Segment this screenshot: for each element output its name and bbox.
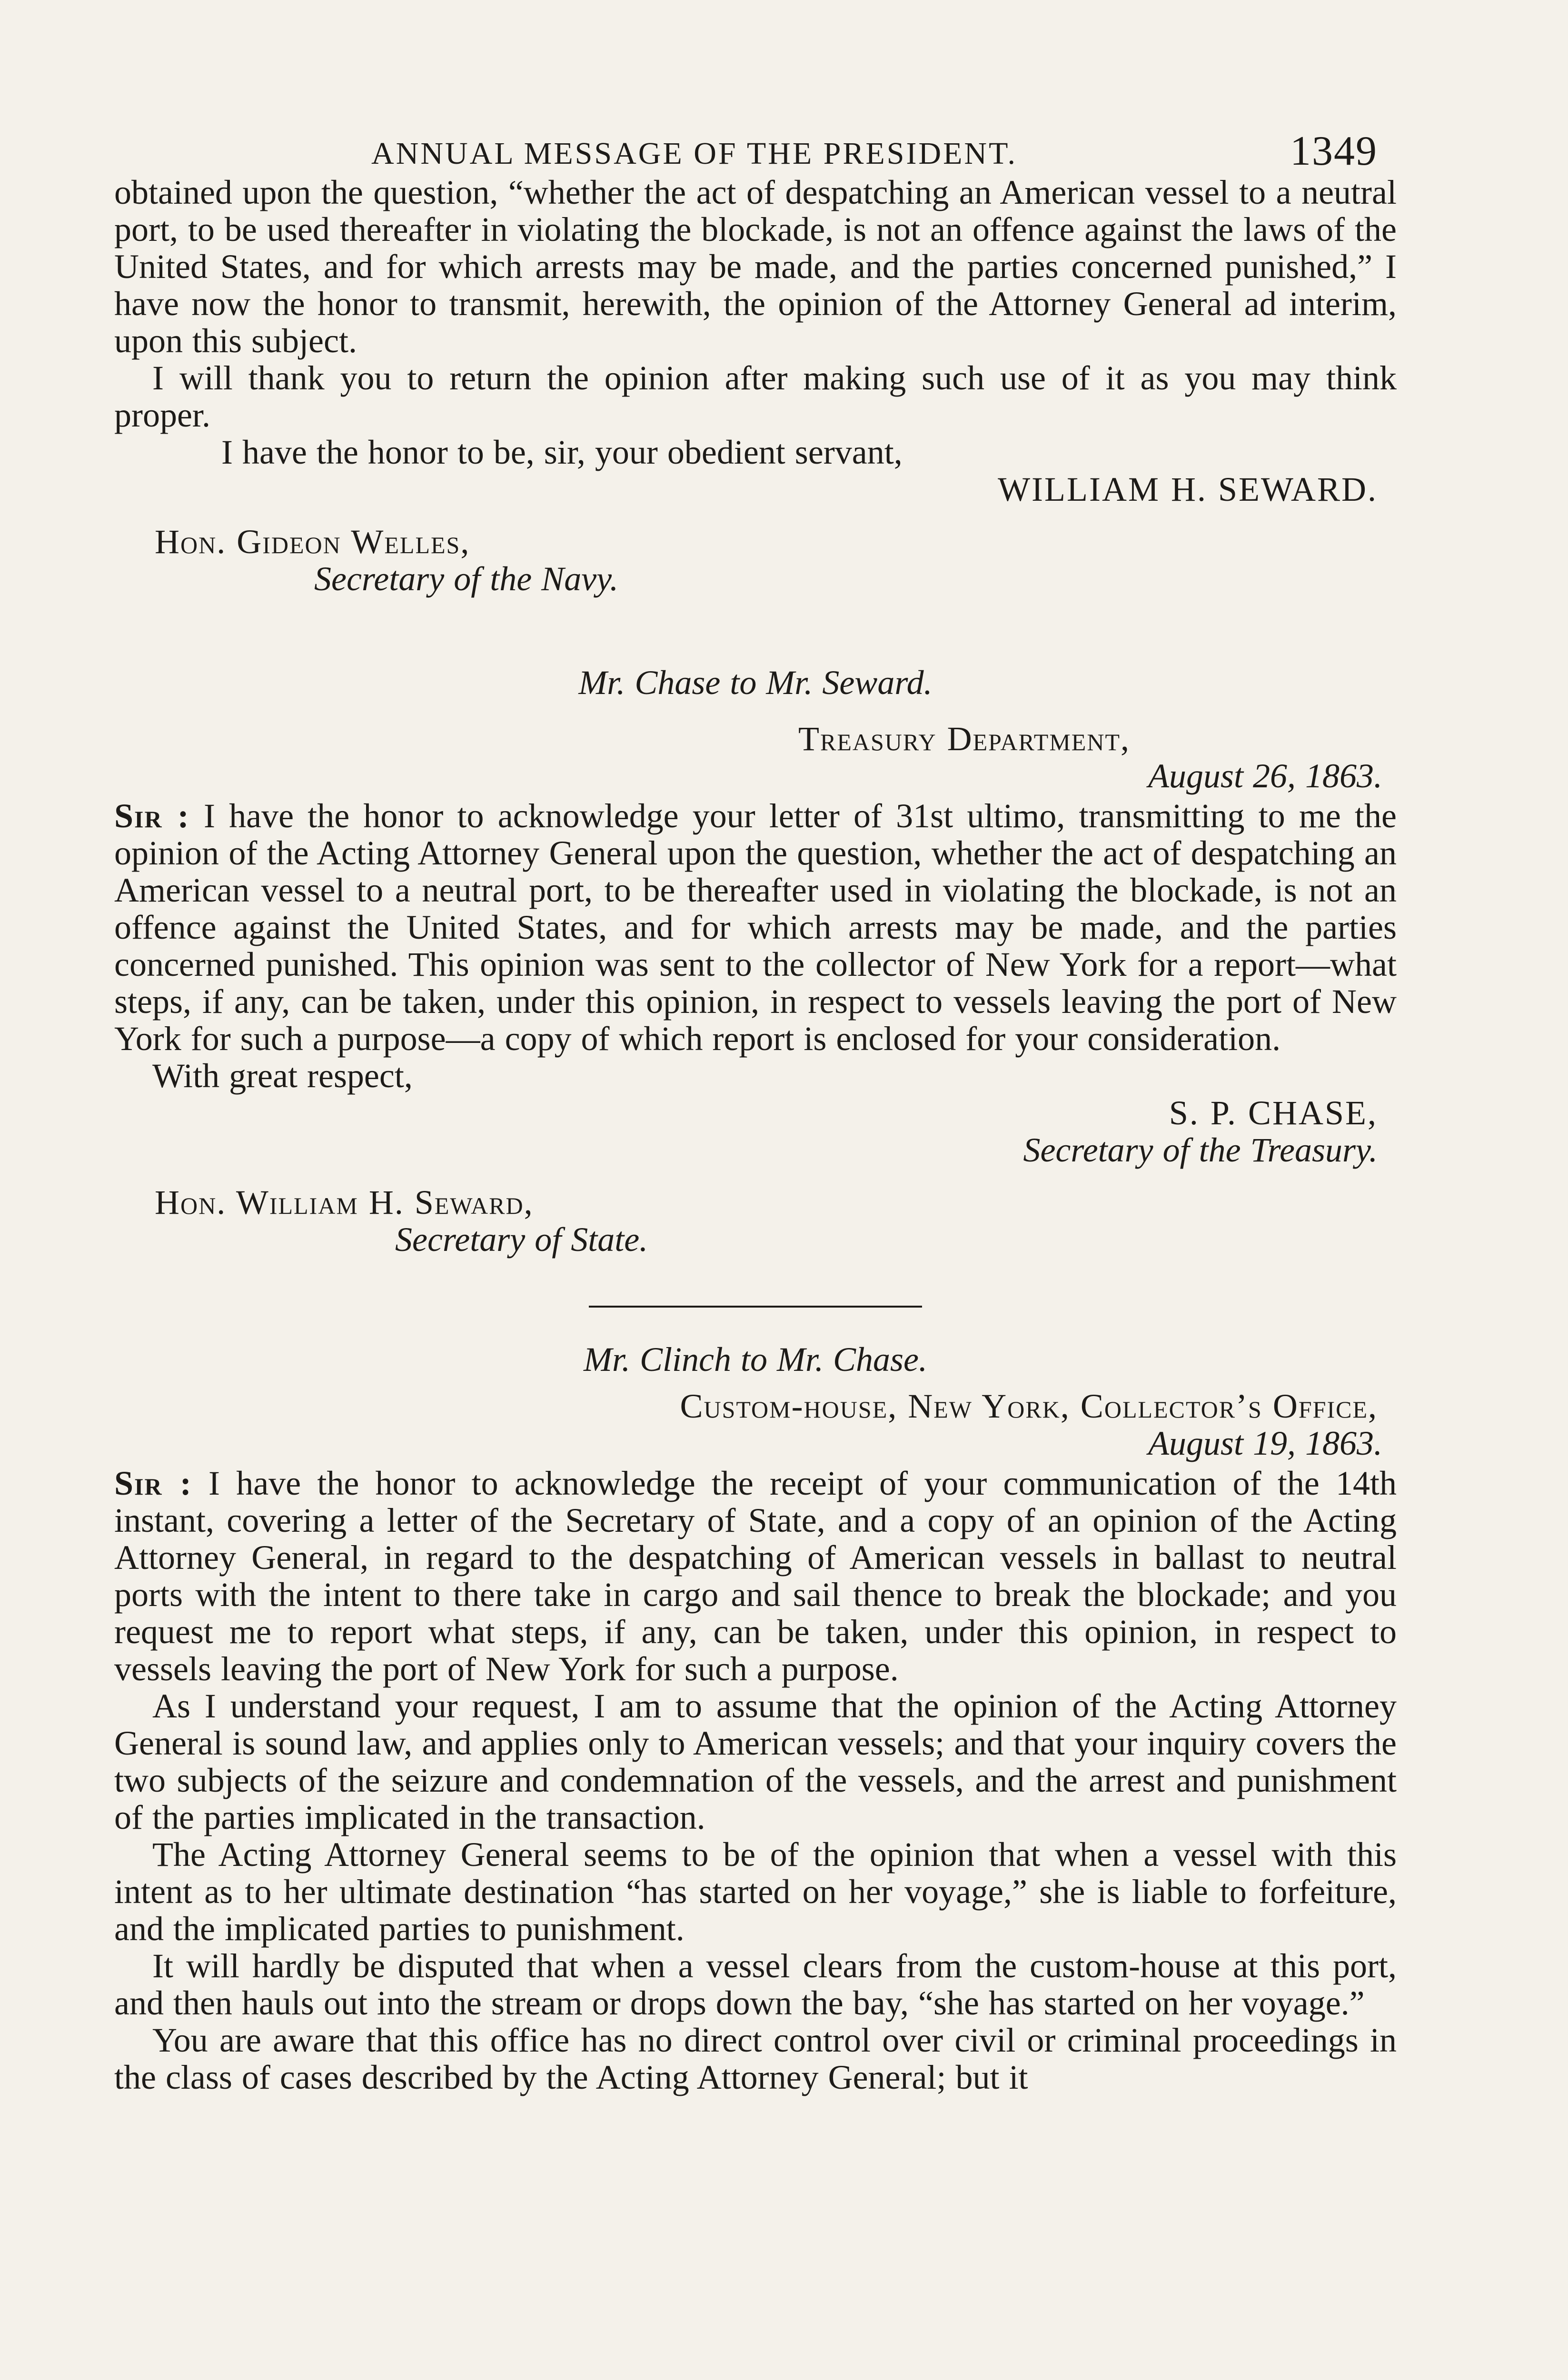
department-line: Custom-house, New York, Collector’s Office, (680, 1387, 1378, 1425)
page-body (114, 174, 1397, 2096)
letter-heading: Mr. Clinch to Mr. Chase. (583, 1340, 928, 1378)
page-header (114, 121, 1397, 174)
addressee-title: Secretary of the Navy. (314, 560, 619, 598)
department-line: Treasury Department, (798, 720, 1130, 758)
paragraph-text: I have the honor to acknowledge your letter of 31st ultimo, transmitting to me the opinion of the Acting Attorney General upon the question, whether the act of despatching an American vessel to a neutral port, to be thereafter used in violating the blockade, is not an offence against the United States, and for which arrests may be made, and the parties concerned punished. This opinion was sent to the collector of New York for a report—what steps, if any, can be taken, under this opinion, in respect to vessels leaving the port of New York for such a purpose—a copy of which report is enclosed for your consideration. (114, 797, 1397, 1058)
paragraph (114, 797, 1397, 1057)
letter-seward-to-welles (114, 174, 1397, 597)
paragraph: I will thank you to return the opinion after making such use of it as you may think proper. (114, 359, 1397, 434)
signature: WILLIAM H. SEWARD. (998, 470, 1378, 508)
closing-line: With great respect, (152, 1057, 413, 1095)
paragraph: You are aware that this office has no direct control over civil or criminal proceedings in the class of cases described by the Acting Attorney General; but it (114, 2021, 1397, 2096)
addressee-name: Hon. Gideon Welles, (155, 523, 470, 561)
addressee-title: Secretary of State. (395, 1220, 648, 1259)
letter-chase-to-seward (114, 664, 1397, 1258)
date-line: August 19, 1863. (1148, 1424, 1382, 1462)
letter-heading: Mr. Chase to Mr. Seward. (578, 664, 933, 702)
closing-line: I have the honor to be, sir, your obedient servant, (221, 433, 903, 471)
section-divider (589, 1306, 922, 1308)
paragraph: It will hardly be disputed that when a vessel clears from the custom-house at this port, and then hauls out into the stream or drops down the bay, “she has started on her voyage.” (114, 1947, 1397, 2022)
paragraph: As I understand your request, I am to assume that the opinion of the Acting Attorney General is sound law, and applies only to American vessels; and that your inquiry covers the two subjects of the seizure and condemnation of the vessels, and the arrest and punishment of the parties implicated in the transaction. (114, 1687, 1397, 1836)
salutation: Sir : (114, 1464, 192, 1502)
letter-clinch-to-chase (114, 1341, 1397, 2096)
salutation: Sir : (114, 797, 190, 835)
paragraph: obtained upon the question, “whether the act of despatching an American vessel to a neutral port, to be used thereafter in violating the blockade, is not an offence against the laws of the United States, and for which arrests may be made, and the parties concerned punished,” I have now the honor to transmit, herewith, the opinion of the Attorney General ad interim, upon this subject. (114, 173, 1397, 360)
paragraph: The Acting Attorney General seems to be of the opinion that when a vessel with this intent as to her ultimate destination “has started on her voyage,” she is liable to forfeiture, and the implicated parties to punishment. (114, 1835, 1397, 1948)
paragraph (114, 1465, 1397, 1687)
page-number: 1349 (1290, 128, 1378, 174)
date-line: August 26, 1863. (1148, 757, 1382, 795)
running-head: ANNUAL MESSAGE OF THE PRESIDENT. (371, 136, 1017, 171)
addressee-name: Hon. William H. Seward, (155, 1183, 534, 1221)
paragraph-text: I have the honor to acknowledge the receipt of your communication of the 14th instant, covering a letter of the Secretary of State, and a copy of an opinion of the Acting Attorney General, in regard to the despatching of American vessels in ballast to neutral ports with the intent to there take in cargo and sail thence to break the blockade; and you request me to report what steps, if any, can be taken, under this opinion, in respect to vessels leaving the port of New York for such a purpose. (114, 1464, 1397, 1688)
signature-title: Secretary of the Treasury. (1023, 1131, 1378, 1169)
signature: S. P. CHASE, (1169, 1094, 1378, 1132)
